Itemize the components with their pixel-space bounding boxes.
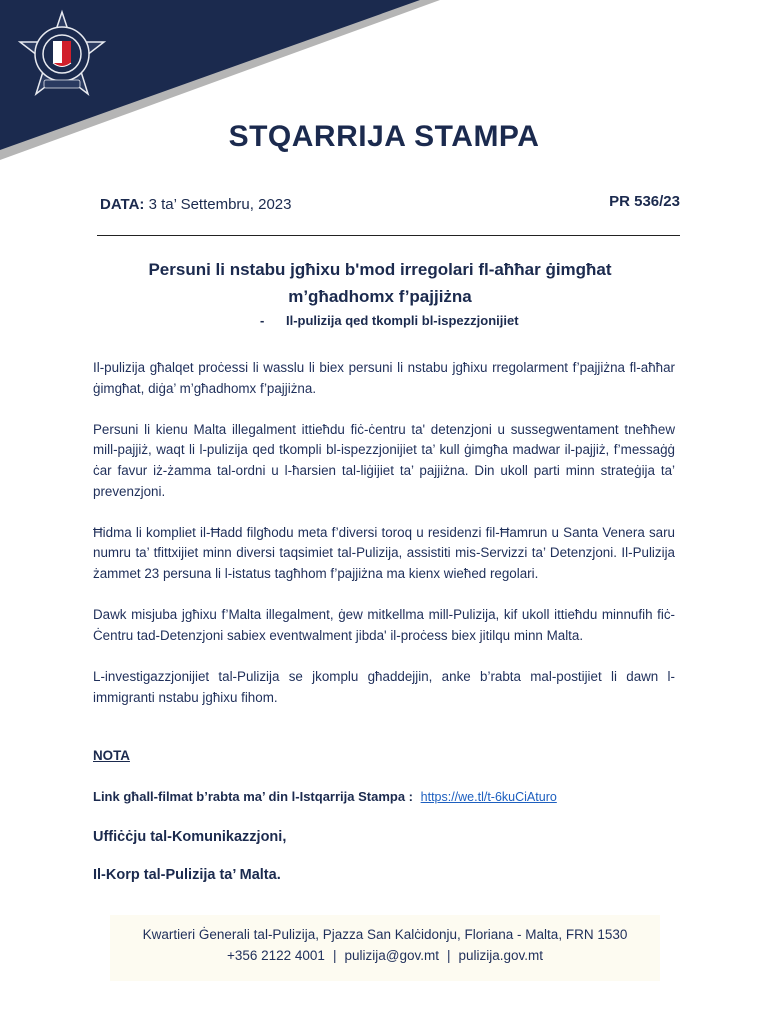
video-link-line (93, 789, 557, 804)
subheadline-dash: - (260, 313, 265, 328)
page-title: STQARRIJA STAMPA (228, 120, 540, 153)
nota-heading: NOTA (93, 748, 130, 763)
police-logo (14, 8, 110, 104)
headline-line-2: m’għadhomx f’pajjiżna (288, 287, 472, 306)
footer (110, 915, 660, 981)
video-link-label: Link għall-filmat b’rabta ma’ din l-Istqarrija Stampa : (93, 789, 414, 804)
headline (110, 256, 650, 310)
paragraph: Il-pulizija għalqet proċessi li wasslu li biex persuni li nstabu jgħixu rregolarment f’pajjiżna fl-aħħar ġimgħat, diġa’ m’għadhomx f’pajjiżna. (93, 360, 675, 396)
paragraph: Ħidma li kompliet il-Ħadd filgħodu meta f’diversi toroq u residenzi fil-Ħamrun u Santa Venera saru numru ta’ tfittxijiet minn diversi taqsimiet tal-Pulizija, assistiti mis-Servizzi ta’ Detenzjoni. Il-Pulizija żammet 23 persuna li l-istatus tagħhom f’pajjiżna ma kienx wieħed regolari. (93, 524, 675, 581)
press-release-number: PR 536/23 (609, 193, 680, 210)
footer-separator: | (332, 948, 337, 963)
date-line (100, 196, 291, 213)
footer-separator: | (446, 948, 451, 963)
paragraph: L-investigazzjonijiet tal-Pulizija se jkomplu għaddejjin, anke b’rabta mal-postijiet li dawn l-immigranti nstabu jgħixu fihom. (93, 668, 675, 705)
video-link[interactable]: https://we.tl/t-6kuCiAturo (420, 790, 557, 804)
header-corner-graphic (0, 0, 768, 200)
footer-email: pulizija@gov.mt (344, 948, 439, 963)
paragraph: Dawk misjuba jgħixu f’Malta illegalment, ġew mitkellma mill-Pulizija, kif ukoll ittieħdu minnufih fiċ-Ċentru tad-Detenzjoni sabiex eventwalment jibda' il-proċess biex jitilqu minn Malta. (93, 607, 675, 643)
subheadline-text: Il-pulizija qed tkompli bl-ispezzjonijiet (285, 313, 519, 328)
signature-office: Uffiċċju tal-Komunikazzjoni, (93, 829, 287, 845)
paragraph: Persuni li kienu Malta illegalment ittieħdu fiċ-ċentru ta' detenzjoni u sussegwentament tneħħew mill-pajjiż, waqt li l-pulizija qed tkompli bl-ispezzjonijiet ta’ kull ġimgħa madwar il-pajjiż, f’messaġġ ċar favur iż-żamma tal-ordni u l-ħarsien tal-liġijiet ta’ pajjiżna. Din ukoll parti minn strateġija ta’ prevenzjoni. (93, 421, 675, 499)
divider (97, 235, 680, 236)
date-value: 3 ta’ Settembru, 2023 (148, 196, 292, 213)
footer-phone: +356 2122 4001 (226, 948, 325, 963)
footer-address: Kwartieri Ġenerali tal-Pulizija, Pjazza San Kalċidonju, Floriana - Malta, FRN 1530 (142, 927, 628, 942)
headline-line-1: Persuni li nstabu jgħixu b'mod irregolari fl-aħħar ġimgħat (148, 260, 612, 279)
footer-website: pulizija.gov.mt (458, 948, 544, 963)
date-label: DATA: (100, 196, 145, 213)
subheadline (260, 313, 519, 328)
signature-corps: Il-Korp tal-Pulizija ta’ Malta. (93, 867, 281, 883)
footer-contacts (110, 945, 660, 966)
body-text (93, 358, 675, 729)
